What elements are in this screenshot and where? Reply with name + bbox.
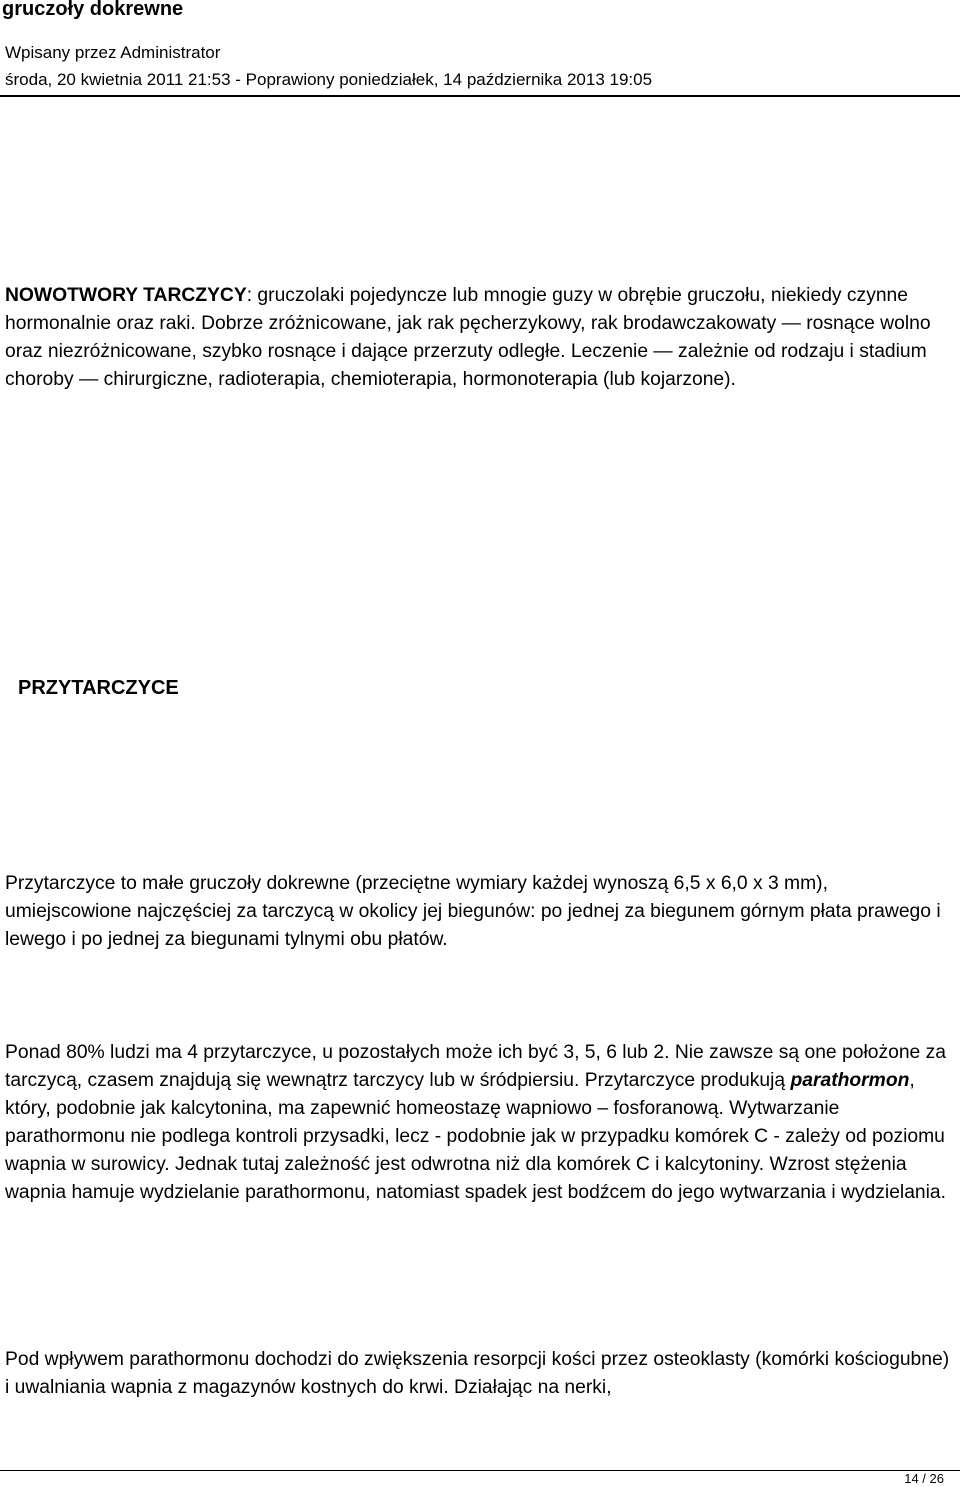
paragraph-2-text-b: , który, podobnie jak kalcytonina, ma zapewnić homeostazę wapniowo – fosforanową. Wytwarzanie parathormonu nie podlega kontroli przysadki, lecz - podobnie jak w przypadku komórek C - zależy od poziomu wapnia w surowicy. Jednak tutaj zależność jest odwrotna niż dla komórek C i kalcytoniny. Wzrost stężenia wapnia hamuje wydzielanie parathormonu, natomiast spadek jest bodźcem do jego wytwarzania i wydzielania.: [5, 1070, 947, 1203]
footer-divider: [0, 1470, 960, 1471]
date-line: środa, 20 kwietnia 2011 21:53 - Poprawiony poniedziałek, 14 października 2013 19:05: [5, 70, 653, 89]
parathyroid-paragraph-3: Pod wpływem parathormonu dochodzi do zwiększenia resorpcji kości przez osteoklasty (komórki kościogubne) i uwalniania wapnia z magazynów kostnych do krwi. Działając na nerki,: [5, 1349, 950, 1398]
thyroid-tumors-heading: NOWOTWORY TARCZYCY: [5, 285, 247, 306]
author-line: Wpisany przez Administrator: [5, 43, 221, 62]
parathyroid-heading: PRZYTARCZYCE: [18, 677, 179, 699]
thyroid-tumors-text: : gruczolaki pojedyncze lub mnogie guzy w obrębie gruczołu, niekiedy czynne hormonalnie oraz raki. Dobrze zróżnicowane, jak rak pęcherzykowy, rak brodawczakowaty — rosnące wolno oraz niezróżnicowane, szybko rosnące i dające przerzuty odległe. Leczenie — zależnie od rodzaju i stadium choroby — chirurgiczne, radioterapia, chemioterapia, hormonoterapia (lub kojarzone).: [5, 285, 931, 390]
thyroid-tumors-paragraph: [5, 282, 955, 394]
parathormon-term: parathormon: [790, 1070, 910, 1091]
parathyroid-paragraph-1: Przytarczyce to małe gruczoły dokrewne (przeciętne wymiary każdej wynoszą 6,5 x 6,0 x 3 mm), umiejscowione najczęściej za tarczycą w okolicy jej biegunów: po jednej za biegunem górnym płata prawego i lewego i po jednej za biegunami tylnymi obu płatów.: [5, 873, 941, 950]
header-divider: [0, 95, 960, 97]
parathyroid-paragraph-2: [5, 1039, 955, 1207]
paragraph-2-text-a: Ponad 80% ludzi ma 4 przytarczyce, u pozostałych może ich być 3, 5, 6 lub 2. Nie zawsze są one położone za tarczycą, czasem znajdują się wewnątrz tarczycy lub w śródpiersiu. Przytarczyce produkują: [5, 1042, 946, 1091]
page-number: 14 / 26: [904, 1471, 944, 1486]
article-title: gruczoły dokrewne: [2, 0, 184, 20]
